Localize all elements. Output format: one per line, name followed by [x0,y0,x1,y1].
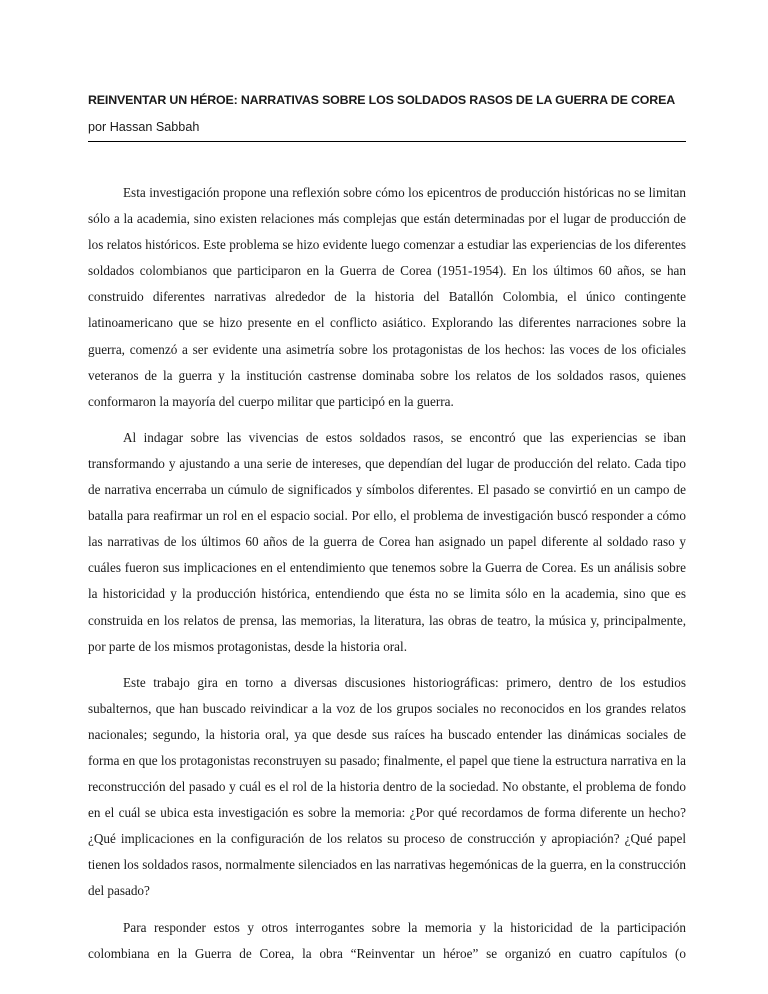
body-paragraph-4: Para responder estos y otros interrogantes sobre la memoria y la historicidad de la participación colombiana en la Guerra de Corea, la obra “Reinventar un héroe” se organizó en cuatro capítulos (o [88,919,686,961]
body-paragraph-2: Al indagar sobre las vivencias de estos soldados rasos, se encontró que las experiencias se iban transformando y ajustando a una serie de intereses, que dependían del lugar de producción del relato. Cada tipo de narrativa encerraba un cúmulo de significados y símbolos diferentes. El pasado se convirtió en un campo de batalla para reafirmar un rol en el espacio social. Por ello, el problema de investigación buscó responder a cómo las narrativas de los últimos 60 años de la guerra de Corea han asignado un papel diferente al soldado raso y cuáles fueron sus implicaciones en el entendimiento que tenemos sobre la Guerra de Corea. Es un análisis sobre la historicidad y la producción histórica, entendiendo que ésta no se limita sólo en la academia, sino que es construida en los relatos de prensa, las memorias, la literatura, las obras de teatro, la música y, principalmente, por parte de los mismos protagonistas, desde la historia oral. [88,429,686,654]
body-paragraph-1: Esta investigación propone una reflexión sobre cómo los epicentros de producción históricas no se limitan sólo a la academia, sino existen relaciones más complejas que están determinadas por el lugar de producción de los relatos históricos. Este problema se hizo evidente luego comenzar a estudiar las experiencias de los diferentes soldados colombianos que participaron en la Guerra de Corea (1951-1954). En los últimos 60 años, se han construido diferentes narrativas alrededor de la historia del Batallón Colombia, el único contingente latinoamericano que se hizo presente en el conflicto asiático. Explorando las diferentes narraciones sobre la guerra, comenzó a ser evidente una asimetría sobre los protagonistas de los hechos: las voces de los oficiales veteranos de la guerra y la institución castrense dominaba sobre los relatos de los soldados rasos, quienes conformaron la mayoría del cuerpo militar que participó en la guerra. [88,185,686,409]
document-author: por Hassan Sabbah [88,120,200,134]
body-paragraph-3: Este trabajo gira en torno a diversas discusiones historiográficas: primero, dentro de los estudios subalternos, que han buscado reivindicar a la voz de los grupos sociales no reconocidos en los grandes relatos nacionales; segundo, la historia oral, ya que desde sus raíces ha buscado entender las dinámicas sociales de forma en que los protagonistas reconstruyen su pasado; finalmente, el papel que tiene la estructura narrativa en la reconstrucción del pasado y cuál es el rol de la historia dentro de la sociedad. No obstante, el problema de fondo en el cuál se ubica esta investigación es sobre la memoria: ¿Por qué recordamos de forma diferente un hecho? ¿Qué implicaciones en la configuración de los relatos su proceso de construcción y apropiación? ¿Qué papel tienen los soldados rasos, normalmente silenciados en las narrativas hegemónicas de la guerra, en la construcción del pasado? [88,674,687,899]
document-body [88,180,686,977]
document-page [88,0,686,994]
header-divider [88,141,686,142]
document-title: REINVENTAR UN HÉROE: NARRATIVAS SOBRE LOS SOLDADOS RASOS DE LA GUERRA DE COREA [88,93,675,107]
